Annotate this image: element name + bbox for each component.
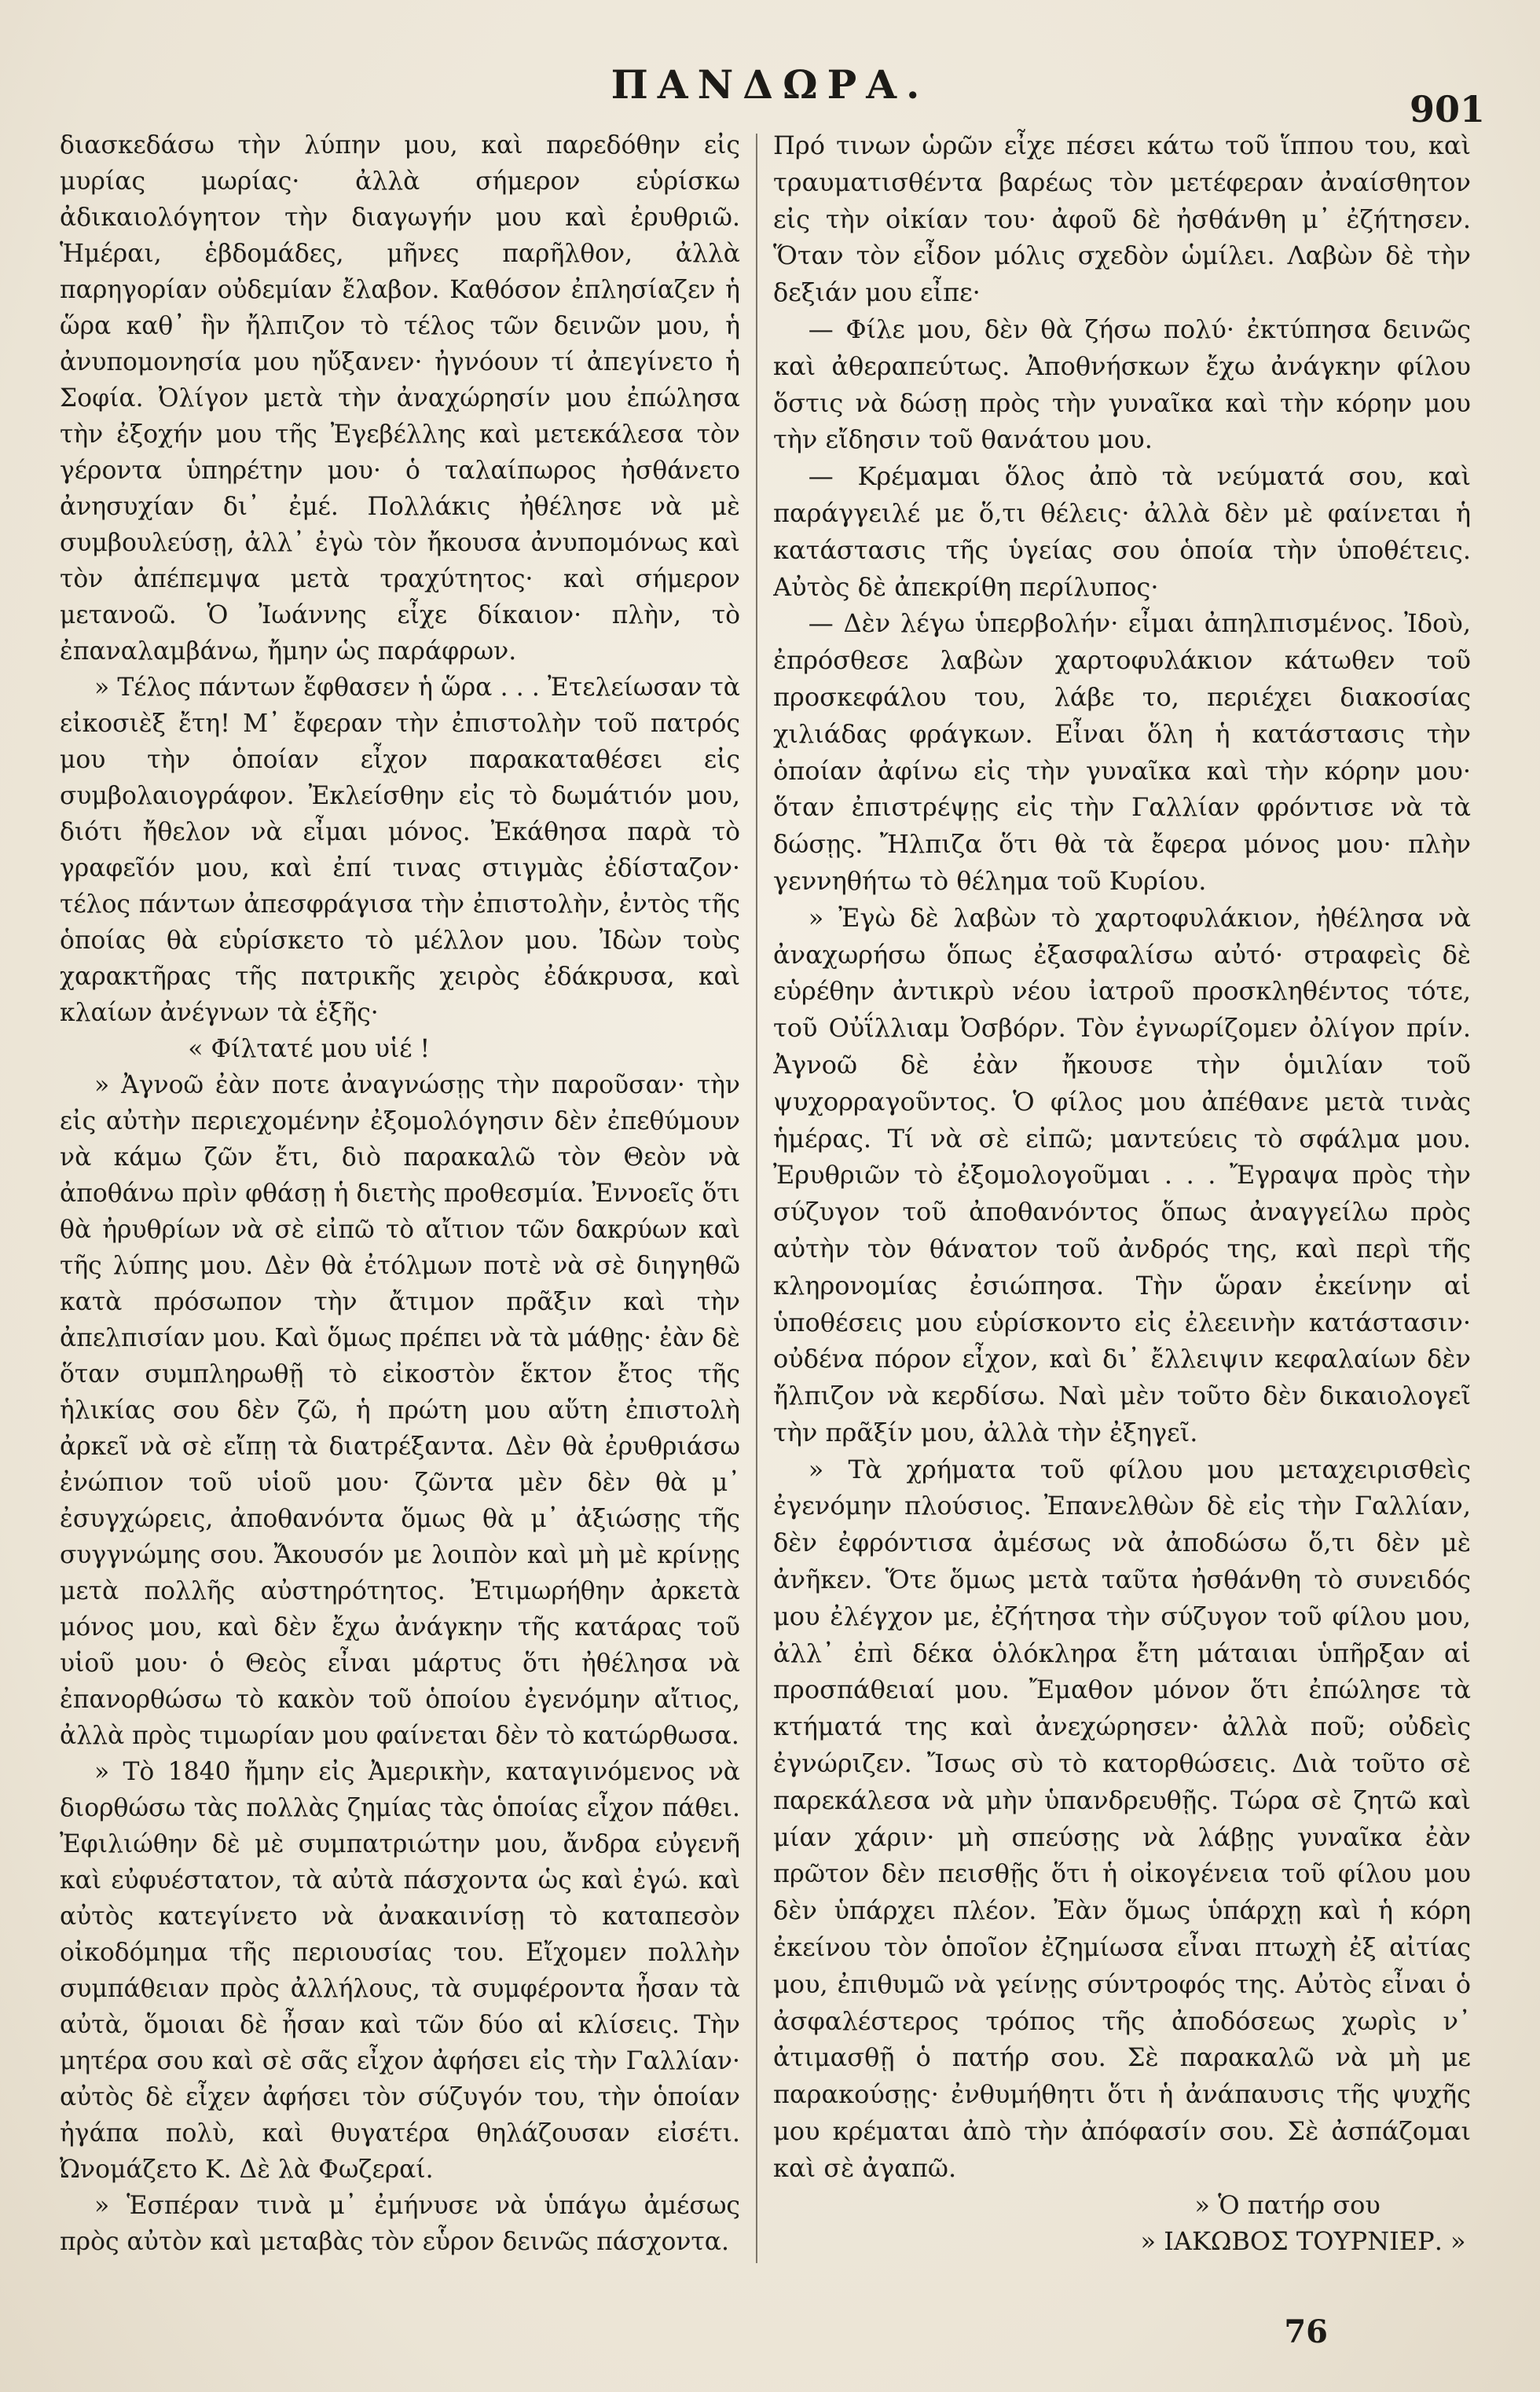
page-number: 901 [1409, 88, 1485, 130]
left-column [60, 127, 740, 2273]
letter-salutation: « Φίλτατέ μου υἱέ ! [188, 1035, 431, 1063]
right-column [773, 127, 1471, 2273]
paragraph: » Τέλος πάντων ἔφθασεν ἡ ὥρα . . . Ἐτελείωσαν τὰ εἰκοσιὲξ ἔτη! Μ᾽ ἔφεραν τὴν ἐπιστολὴν τοῦ πατρός μου τὴν ὁποίαν εἶχον παρακαταθέσει εἰς συμβολαιογράφον. Ἐκλείσθην εἰς τὸ δωμάτιόν μου, διότι ἤθελον νὰ εἶμαι μόνος. Ἐκάθησα παρὰ τὸ γραφεῖόν μου, καὶ ἐπί τινας στιγμὰς ἐδίσταζον· τέλος πάντων ἀπεσφράγισα τὴν ἐπιστολὴν, ἐντὸς τῆς ὁποίας θὰ εὑρίσκετο τὸ μέλλον μου. Ἰδὼν τοὺς χαρακτῆρας τῆς πατρικῆς χειρὸς ἐδάκρυσα, καὶ κλαίων ἀνέγνων τὰ ἑξῆς· [60, 673, 740, 1027]
paragraph: — Φίλε μου, δὲν θὰ ζήσω πολύ· ἐκτύπησα δεινῶς καὶ ἀθεραπεύτως. Ἀποθνήσκων ἔχω ἀνάγκην φίλου ὅστις νὰ δώσῃ πρὸς τὴν γυναῖκα καὶ τὴν κόρην μου τὴν εἴδησιν τοῦ θανάτου μου. [773, 314, 1471, 455]
paragraph: » Τὰ χρήματα τοῦ φίλου μου μεταχειρισθεὶς ἐγενόμην πλούσιος. Ἐπανελθὼν δὲ εἰς τὴν Γαλλίαν, δὲν ἐφρόντισα ἀμέσως νὰ ἀποδώσω ὅ,τι δὲν μὲ ἀνῆκεν. Ὅτε ὅμως μετὰ ταῦτα ἠσθάνθη τὸ συνειδός μου ἐλέγχον με, ἐζήτησα τὴν σύζυγον τοῦ φίλου μου, ἀλλ᾽ ἐπὶ δέκα ὁλόκληρα ἔτη μάταιαι ὑπῆρξαν αἱ προσπάθειαί μου. Ἔμαθον μόνον ὅτι ἐπώλησε τὰ κτήματά της καὶ ἀνεχώρησεν· ἀλλὰ ποῦ; οὐδεὶς ἐγνώριζεν. Ἴσως σὺ τὸ κατορθώσεις. Διὰ τοῦτο σὲ παρεκάλεσα νὰ μὴν ὑπανδρευθῇς. Τώρα σὲ ζητῶ καὶ μίαν χάριν· μὴ σπεύσῃς νὰ λάβῃς γυναῖκα ἐὰν πρῶτον δὲν πεισθῇς ὅτι ἡ οἰκογένεια τοῦ φίλου μου δὲν ὑπάρχει πλέον. Ἐὰν ὅμως ὑπάρχῃ καὶ ἡ κόρη ἐκείνου τὸν ὁποῖον ἐζημίωσα εἶναι πτωχὴ ἐξ αἰτίας μου, ἐπιθυμῶ νὰ γείνῃς σύντροφός της. Αὐτὸς εἶναι ὁ ἀσφαλέστερος τρόπος τῆς ἀποδόσεως χωρὶς ν᾽ ἀτιμασθῇ ὁ πατήρ σου. Σὲ παρακαλῶ νὰ μὴ με παρακούσῃς· ἐνθυμήθητι ὅτι ἡ ἀνάπαυσις τῆς ψυχῆς μου κρέμαται ἀπὸ τὴν ἀπόφασίν σου. Σὲ ἀσπάζομαι καὶ σὲ ἀγαπῶ. [773, 1454, 1471, 2183]
sheet-number: 76 [1284, 2313, 1328, 2350]
paragraph: — Δὲν λέγω ὑπερβολήν· εἶμαι ἀπηλπισμένος. Ἰδοὺ, ἐπρόσθεσε λαβὼν χαρτοφυλάκιον κάτωθεν τοῦ προσκεφάλου του, λάβε το, περιέχει διακοσίας χιλιάδας φράγκων. Εἶναι ὅλη ἡ κατάστασις τὴν ὁποίαν ἀφίνω εἰς τὴν γυναῖκα καὶ τὴν κόρην μου· ὅταν ἐπιστρέψῃς εἰς τὴν Γαλλίαν φρόντισε νὰ τὰ δώσῃς. Ἤλπιζα ὅτι θὰ τὰ ἔφερα μόνος μου· πλὴν γεννηθήτω τὸ θέλημα τοῦ Κυρίου. [773, 608, 1471, 896]
paragraph: » Ἐγὼ δὲ λαβὼν τὸ χαρτοφυλάκιον, ἠθέλησα νὰ ἀναχωρήσω ὅπως ἐξασφαλίσω αὐτό· στραφεὶς δὲ εὑρέθην ἀντικρὺ νέου ἰατροῦ προσκληθέντος τότε, τοῦ Οὐΐλλιαμ Ὀσβόρν. Τὸν ἐγνωρίζομεν ὀλίγον πρίν. Ἀγνοῶ δὲ ἐὰν ἤκουσε τὴν ὁμιλίαν τοῦ ψυχορραγοῦντος. Ὁ φίλος μου ἀπέθανε μετὰ τινὰς ἡμέρας. Τί νὰ σὲ εἰπῶ; μαντεύεις τὸ σφάλμα μου. Ἐρυθριῶν τὸ ἐξομολογοῦμαι . . . Ἔγραψα πρὸς τὴν σύζυγον τοῦ ἀποθανόντος ὅπως ἀναγγείλω πρὸς αὐτὴν τὸν θάνατον τοῦ ἀνδρός της, καὶ περὶ τῆς κληρονομίας ἐσιώπησα. Τὴν ὥραν ἐκείνην αἱ ὑποθέσεις μου εὑρίσκοντο εἰς ἐλεεινὴν κατάστασιν· οὐδένα πόρον εἶχον, καὶ δι᾽ ἔλλειψιν κεφαλαίων δὲν ἤλπιζον νὰ κερδίσω. Ναὶ μὲν τοῦτο δὲν δικαιολογεῖ τὴν πρᾶξίν μου, ἀλλὰ τὴν ἐξηγεῖ. [773, 902, 1471, 1447]
letter-valediction: » Ὁ πατήρ σου [1194, 2189, 1380, 2220]
paragraph: διασκεδάσω τὴν λύπην μου, καὶ παρεδόθην εἰς μυρίας μωρίας· ἀλλὰ σήμερον εὑρίσκω ἀδικαιολόγητον τὴν διαγωγήν μου καὶ ἐρυθριῶ. Ἡμέραι, ἑβδομάδες, μῆνες παρῆλθον, ἀλλὰ παρηγορίαν οὐδεμίαν ἔλαβον. Καθόσον ἐπλησίαζεν ἡ ὥρα καθ᾽ ἣν ἤλπιζον τὸ τέλος τῶν δεινῶν μου, ἡ ἀνυπομονησία μου ηὔξανεν· ἠγνόουν τί ἀπεγίνετο ἡ Σοφία. Ὀλίγον μετὰ τὴν ἀναχώρησίν μου ἐπώλησα τὴν ἐξοχήν μου τῆς Ἐγεβέλλης καὶ μετεκάλεσα τὸν γέροντα ὑπηρέτην μου· ὁ ταλαίπωρος ἠσθάνετο ἀνησυχίαν δι᾽ ἐμέ. Πολλάκις ἠθέλησε νὰ μὲ συμβουλεύσῃ, ἀλλ᾽ ἐγὼ τὸν ἤκουσα ἀνυπομόνως καὶ τὸν ἀπέπεμψα μετὰ τραχύτητος· καὶ σήμερον μετανοῶ. Ὁ Ἰωάννης εἶχε δίκαιον· πλὴν, τὸ ἐπαναλαμβάνω, ἤμην ὡς παράφρων. [60, 131, 740, 666]
letter-signature: » ΙΑΚΩΒΟΣ ΤΟΥΡΝΙΕΡ. » [1140, 2226, 1466, 2257]
paragraph: Πρό τινων ὡρῶν εἶχε πέσει κάτω τοῦ ἵππου του, καὶ τραυματισθέντα βαρέως τὸν μετέφεραν ἀναίσθητον εἰς τὴν οἰκίαν του· ἀφοῦ δὲ ἠσθάνθη μ᾽ ἐζήτησεν. Ὅταν τὸν εἶδον μόλις σχεδὸν ὡμίλει. Λαβὼν δὲ τὴν δεξιάν μου εἶπε· [773, 130, 1471, 308]
header-title: ΠΑΝΔΩΡΑ. [610, 61, 930, 108]
paragraph: — Κρέμαμαι ὅλος ἀπὸ τὰ νεύματά σου, καὶ παράγγειλέ με ὅ,τι θέλεις· ἀλλὰ δὲν μὲ φαίνεται ἡ κατάστασις τῆς ὑγείας σου ὁποία τὴν ὑποθέτεις. Αὐτὸς δὲ ἀπεκρίθη περίλυπος· [773, 461, 1471, 602]
paragraph: » Ἀγνοῶ ἐὰν ποτε ἀναγνώσῃς τὴν παροῦσαν· τὴν εἰς αὐτὴν περιεχομένην ἐξομολόγησιν δὲν ἐπεθύμουν νὰ κάμω ζῶν ἔτι, διὸ παρακαλῶ τὸν Θεὸν νὰ ἀποθάνω πρὶν φθάσῃ ἡ διετὴς προθεσμία. Ἐννοεῖς ὅτι θὰ ἠρυθρίων νὰ σὲ εἰπῶ τὸ αἴτιον τῶν δακρύων καὶ τῆς λύπης μου. Δὲν θὰ ἐτόλμων ποτὲ νὰ σὲ διηγηθῶ κατὰ πρόσωπον τὴν ἄτιμον πρᾶξιν καὶ τὴν ἀπελπισίαν μου. Καὶ ὅμως πρέπει νὰ τὰ μάθῃς· ἐὰν δὲ ὅταν συμπληρωθῇ τὸ εἰκοστὸν ἕκτον ἔτος τῆς ἡλικίας σου δὲν ζῶ, ἡ πρώτη μου αὕτη ἐπιστολὴ ἀρκεῖ νὰ σὲ εἴπῃ τὰ διατρέξαντα. Δὲν θὰ ἐρυθριάσω ἐνώπιον τοῦ υἱοῦ μου· ζῶντα μὲν δὲν θὰ μ᾽ ἐσυγχώρεις, ἀποθανόντα ὅμως θὰ μ᾽ ἀξιώσῃς τῆς συγγνώμης σου. Ἄκουσόν με λοιπὸν καὶ μὴ μὲ κρίνῃς μετὰ πολλῆς αὐστηρότητος. Ἐτιμωρήθην ἀρκετὰ μόνος μου, καὶ δὲν ἔχω ἀνάγκην τῆς κατάρας τοῦ υἱοῦ μου· ὁ Θεὸς εἶναι μάρτυς ὅτι ἠθέλησα νὰ ἐπανορθώσω τὸ κακὸν τοῦ ὁποίου ἐγενόμην αἴτιος, ἀλλὰ πρὸς τιμωρίαν μου φαίνεται δὲν τὸ κατώρθωσα. [60, 1071, 740, 1750]
column-divider [756, 134, 757, 2263]
paragraph: » Τὸ 1840 ἤμην εἰς Ἀμερικὴν, καταγινόμενος νὰ διορθώσω τὰς πολλὰς ζημίας τὰς ὁποίας εἶχον πάθει. Ἐφιλιώθην δὲ μὲ συμπατριώτην μου, ἄνδρα εὐγενῆ καὶ εὐφυέστατον, τὰ αὐτὰ πάσχοντα ὡς καὶ ἐγώ. καὶ αὐτὸς κατεγίνετο νὰ ἀνακαινίσῃ τὸ καταπεσὸν οἰκοδόμημα τῆς περιουσίας του. Εἴχομεν πολλὴν συμπάθειαν πρὸς ἀλλήλους, τὰ συμφέροντα ἦσαν τὰ αὐτὰ, ὅμοιαι δὲ ἦσαν καὶ τῶν δύο αἱ κλίσεις. Τὴν μητέρα σου καὶ σὲ σᾶς εἶχον ἀφήσει εἰς τὴν Γαλλίαν· αὐτὸς δὲ εἶχεν ἀφήσει τὸν σύζυγόν του, τὴν ὁποίαν ἠγάπα πολὺ, καὶ θυγατέρα θηλάζουσαν εἰσέτι. Ὠνομάζετο Κ. Δὲ λὰ Φωζεραί. [60, 1758, 740, 2184]
paragraph: » Ἑσπέραν τινὰ μ᾽ ἐμήνυσε νὰ ὑπάγω ἀμέσως πρὸς αὐτὸν καὶ μεταβὰς τὸν εὗρον δεινῶς πάσχοντα. [60, 2192, 740, 2256]
